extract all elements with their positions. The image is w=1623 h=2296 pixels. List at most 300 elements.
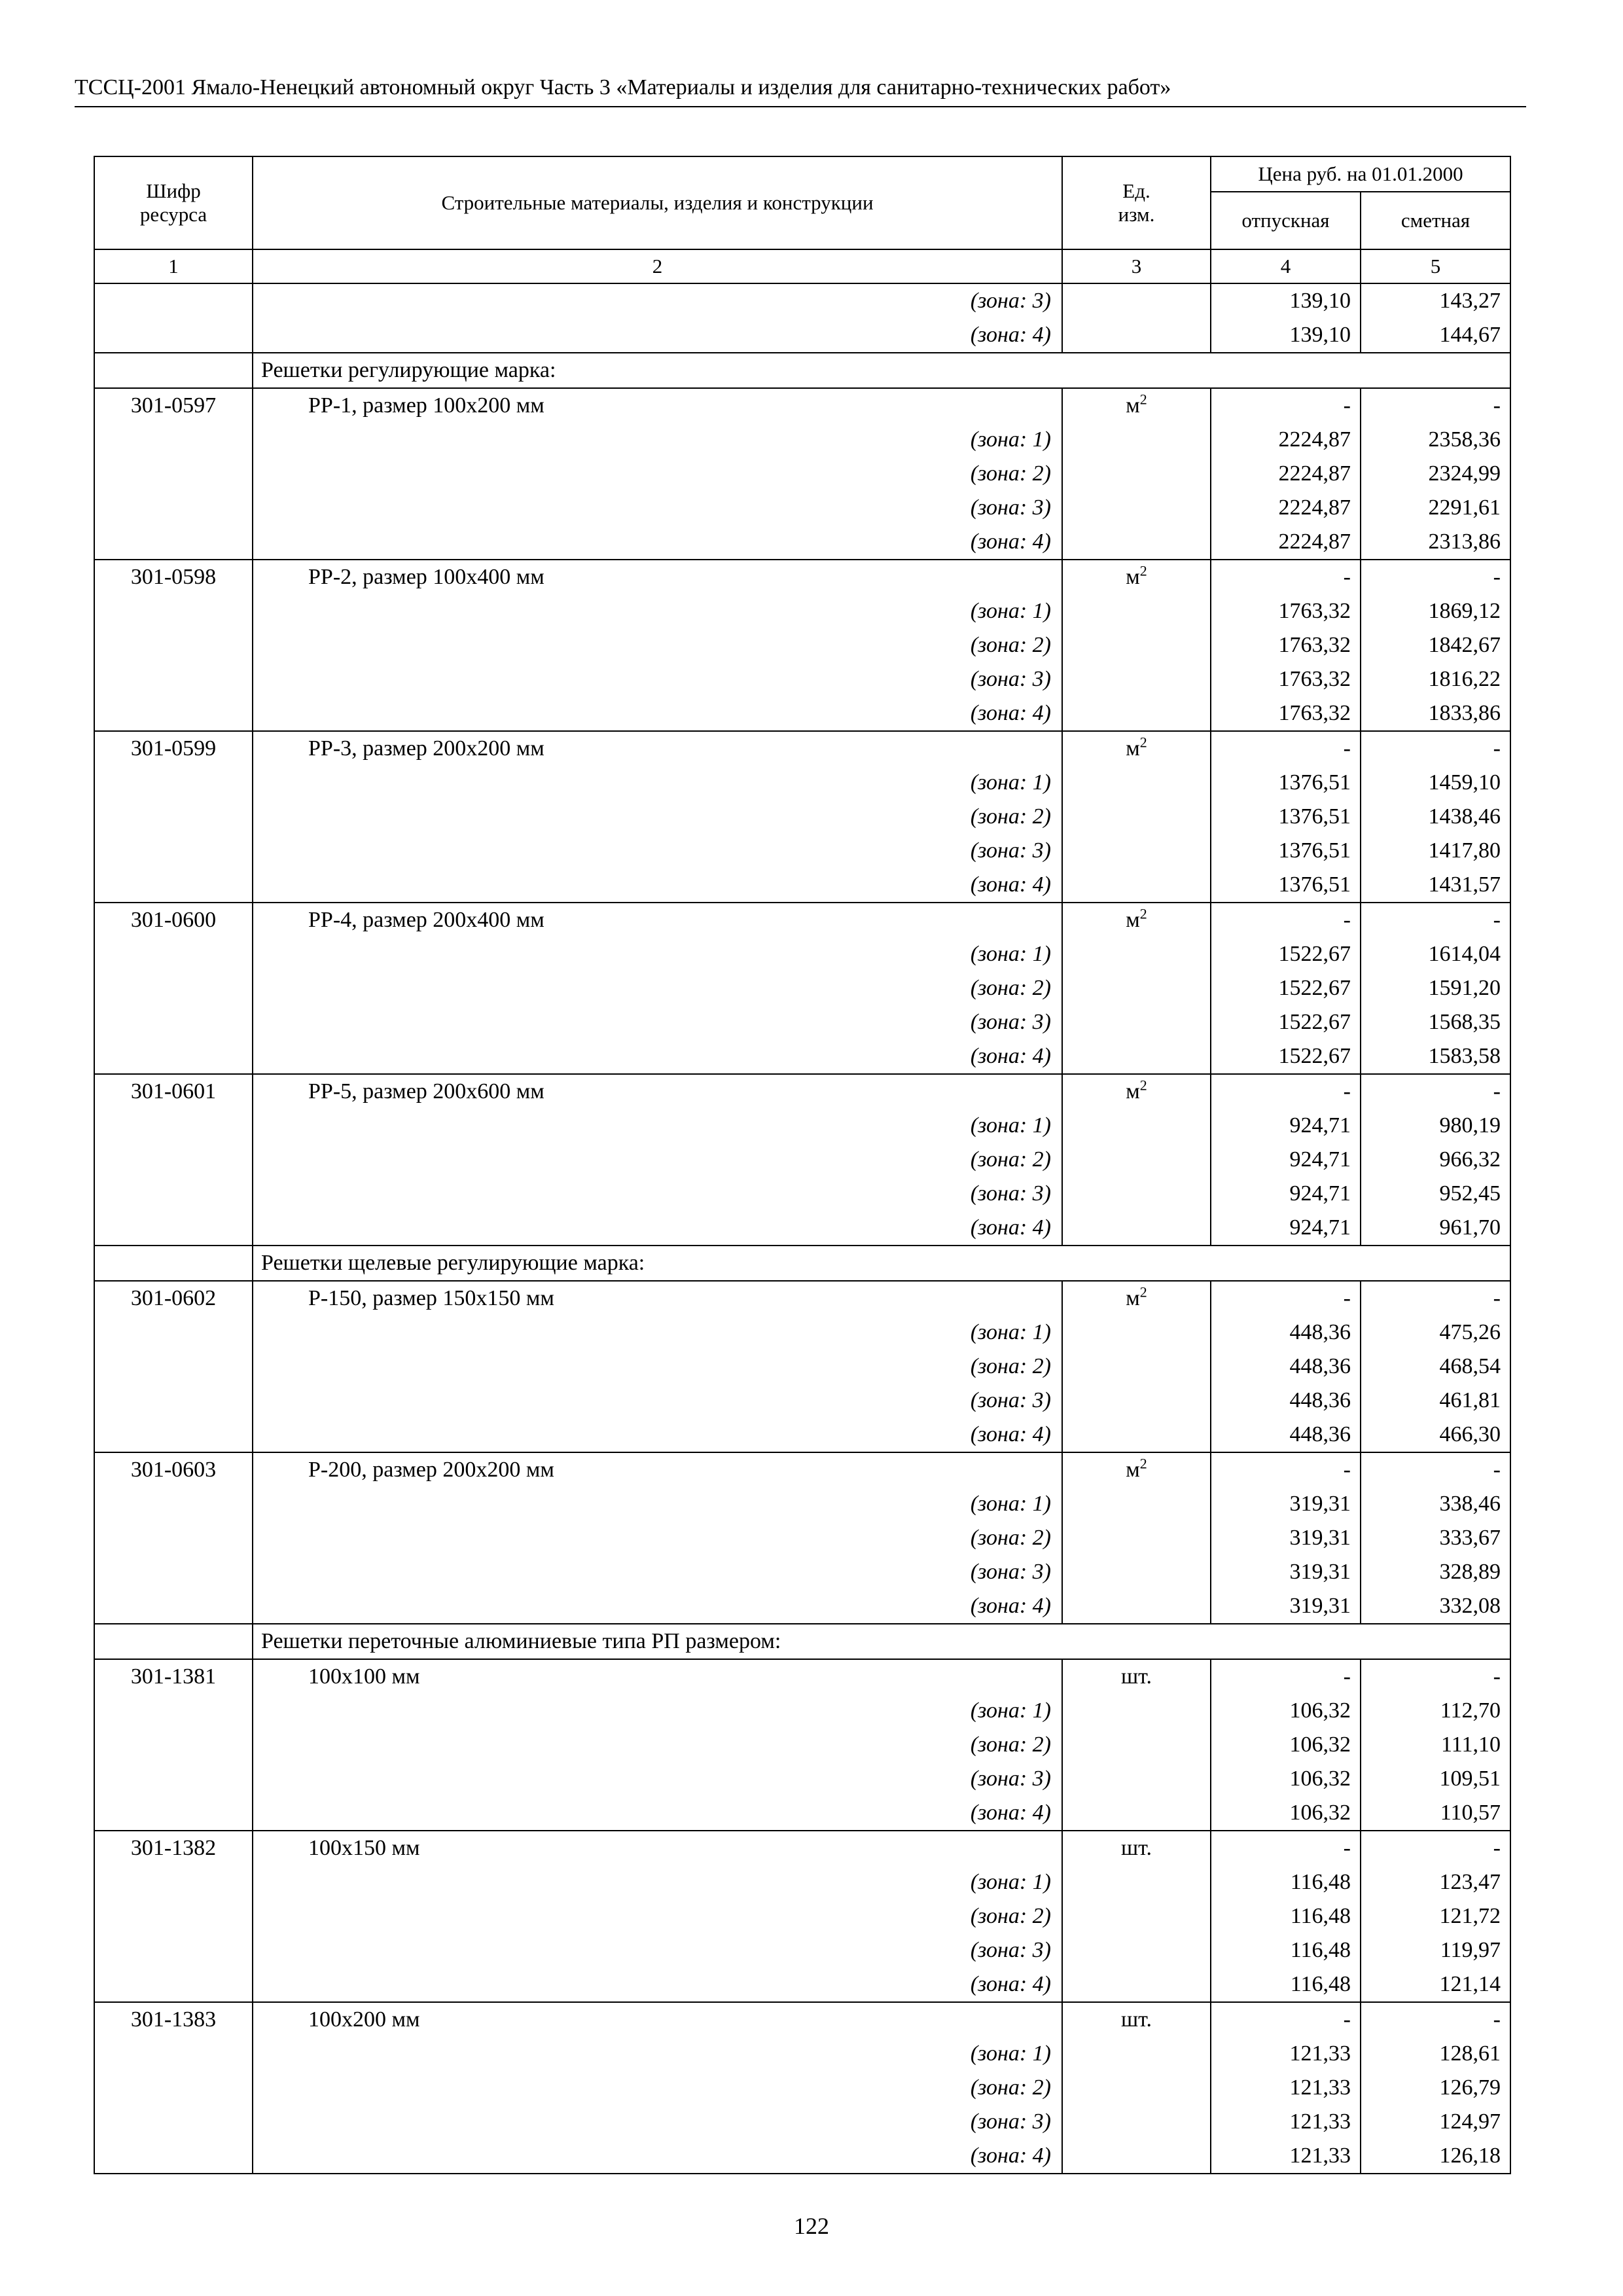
cell-unit-empty — [1062, 1384, 1211, 1418]
cell-code-empty — [94, 318, 253, 353]
zone-row — [94, 283, 1510, 318]
table-row — [94, 1831, 1510, 1865]
cell-code-empty — [94, 353, 253, 388]
cell-release-price: 106,32 — [1211, 1762, 1361, 1796]
group-title: Решетки щелевые регулирующие марка: — [253, 1246, 1510, 1281]
table-row — [94, 1281, 1510, 1316]
zone-row — [94, 1418, 1510, 1452]
cell-unit-empty — [1062, 283, 1211, 318]
cell-unit-empty — [1062, 457, 1211, 491]
cell-estimate-price: 1568,35 — [1361, 1005, 1510, 1039]
cell-release-price: 2224,87 — [1211, 525, 1361, 560]
cell-zone: (зона: 1) — [253, 766, 1062, 800]
cell-estimate-price: - — [1361, 1452, 1510, 1487]
cell-release-price: 448,36 — [1211, 1350, 1361, 1384]
cell-code: 301-0599 — [94, 731, 253, 766]
cell-release-price: 1763,32 — [1211, 594, 1361, 628]
cell-unit — [1062, 1831, 1211, 1865]
cell-unit-empty — [1062, 1796, 1211, 1831]
cell-release-price: 121,33 — [1211, 2139, 1361, 2174]
cell-estimate-price: 2358,36 — [1361, 423, 1510, 457]
cell-unit — [1062, 731, 1211, 766]
cell-estimate-price: 475,26 — [1361, 1316, 1510, 1350]
unit-superscript: 2 — [1139, 1455, 1147, 1472]
cell-unit-empty — [1062, 318, 1211, 353]
zone-row — [94, 766, 1510, 800]
cell-zone: (зона: 3) — [253, 2105, 1062, 2139]
table-body — [94, 283, 1510, 2174]
cell-code: 301-0602 — [94, 1281, 253, 1316]
cell-zone: (зона: 3) — [253, 491, 1062, 525]
cell-release-price: 1376,51 — [1211, 800, 1361, 834]
zone-row — [94, 525, 1510, 560]
cell-unit-empty — [1062, 2037, 1211, 2071]
cell-zone: (зона: 3) — [253, 1933, 1062, 1967]
cell-release-price: 106,32 — [1211, 1694, 1361, 1728]
cell-estimate-price: 1583,58 — [1361, 1039, 1510, 1074]
cell-code-empty — [94, 1899, 253, 1933]
cell-zone: (зона: 4) — [253, 1211, 1062, 1246]
cell-unit-empty — [1062, 1521, 1211, 1555]
group-title: Решетки регулирующие марка: — [253, 353, 1510, 388]
cell-zone: (зона: 4) — [253, 1967, 1062, 2002]
cell-unit — [1062, 903, 1211, 937]
col-number-2: 2 — [253, 249, 1062, 283]
zone-row — [94, 318, 1510, 353]
cell-name: РР-1, размер 100х200 мм — [253, 388, 1062, 423]
cell-code-empty — [94, 2105, 253, 2139]
cell-zone: (зона: 3) — [253, 1384, 1062, 1418]
cell-release-price: 1522,67 — [1211, 1005, 1361, 1039]
cell-code-empty — [94, 2071, 253, 2105]
zone-row — [94, 868, 1510, 903]
cell-code-empty — [94, 525, 253, 560]
cell-release-price: 1522,67 — [1211, 937, 1361, 971]
cell-release-price: 116,48 — [1211, 1933, 1361, 1967]
cell-name: 100х200 мм — [253, 2002, 1062, 2037]
cell-code: 301-0600 — [94, 903, 253, 937]
cell-unit — [1062, 1281, 1211, 1316]
cell-zone: (зона: 2) — [253, 800, 1062, 834]
cell-zone: (зона: 4) — [253, 318, 1062, 353]
cell-code-empty — [94, 1796, 253, 1831]
cell-release-price: 116,48 — [1211, 1865, 1361, 1899]
group-row — [94, 353, 1510, 388]
zone-row — [94, 491, 1510, 525]
cell-code-empty — [94, 1967, 253, 2002]
cell-zone: (зона: 2) — [253, 2071, 1062, 2105]
zone-row — [94, 1487, 1510, 1521]
cell-estimate-price: 2291,61 — [1361, 491, 1510, 525]
cell-estimate-price: 1431,57 — [1361, 868, 1510, 903]
cell-code-empty — [94, 594, 253, 628]
cell-unit-empty — [1062, 525, 1211, 560]
cell-estimate-price: - — [1361, 1281, 1510, 1316]
cell-code-empty — [94, 1589, 253, 1624]
cell-name: РР-2, размер 100х400 мм — [253, 560, 1062, 594]
table-row — [94, 1074, 1510, 1109]
cell-code-empty — [94, 1521, 253, 1555]
cell-estimate-price: 328,89 — [1361, 1555, 1510, 1589]
cell-estimate-price: 111,10 — [1361, 1728, 1510, 1762]
zone-row — [94, 971, 1510, 1005]
cell-release-price: - — [1211, 1074, 1361, 1109]
col-number-5: 5 — [1361, 249, 1510, 283]
cell-release-price: 924,71 — [1211, 1143, 1361, 1177]
cell-unit — [1062, 1452, 1211, 1487]
cell-code-empty — [94, 1694, 253, 1728]
cell-unit-empty — [1062, 423, 1211, 457]
unit-text: м — [1126, 393, 1140, 418]
cell-unit-empty — [1062, 1589, 1211, 1624]
unit-text: м — [1126, 908, 1140, 932]
zone-row — [94, 1211, 1510, 1246]
cell-code-empty — [94, 868, 253, 903]
cell-estimate-price: 468,54 — [1361, 1350, 1510, 1384]
cell-release-price: 106,32 — [1211, 1728, 1361, 1762]
zone-row — [94, 1316, 1510, 1350]
unit-superscript: 2 — [1139, 1283, 1147, 1300]
zone-row — [94, 1694, 1510, 1728]
cell-code-empty — [94, 1933, 253, 1967]
cell-zone: (зона: 2) — [253, 628, 1062, 662]
zone-row — [94, 2139, 1510, 2174]
cell-release-price: 2224,87 — [1211, 423, 1361, 457]
group-row — [94, 1624, 1510, 1659]
cell-release-price: 1376,51 — [1211, 868, 1361, 903]
cell-estimate-price: - — [1361, 1659, 1510, 1694]
cell-zone: (зона: 4) — [253, 868, 1062, 903]
cell-code-empty — [94, 1418, 253, 1452]
cell-zone: (зона: 3) — [253, 834, 1062, 868]
cell-unit — [1062, 1659, 1211, 1694]
cell-code-empty — [94, 1005, 253, 1039]
cell-release-price: 1763,32 — [1211, 628, 1361, 662]
cell-unit-empty — [1062, 937, 1211, 971]
cell-release-price: 1763,32 — [1211, 696, 1361, 731]
header-unit — [1062, 156, 1211, 249]
cell-estimate-price: - — [1361, 903, 1510, 937]
cell-name: 100х150 мм — [253, 1831, 1062, 1865]
cell-unit-empty — [1062, 2105, 1211, 2139]
cell-zone: (зона: 4) — [253, 1589, 1062, 1624]
cell-release-price: 121,33 — [1211, 2071, 1361, 2105]
cell-unit-empty — [1062, 1005, 1211, 1039]
group-row — [94, 1246, 1510, 1281]
cell-code-empty — [94, 1109, 253, 1143]
cell-estimate-price: 1869,12 — [1361, 594, 1510, 628]
unit-text: м — [1126, 736, 1140, 761]
table-row — [94, 1659, 1510, 1694]
cell-unit-empty — [1062, 2071, 1211, 2105]
cell-estimate-price: 109,51 — [1361, 1762, 1510, 1796]
cell-release-price: 1522,67 — [1211, 971, 1361, 1005]
cell-code-empty — [94, 1246, 253, 1281]
cell-estimate-price: 1614,04 — [1361, 937, 1510, 971]
zone-row — [94, 423, 1510, 457]
cell-release-price: 448,36 — [1211, 1384, 1361, 1418]
cell-unit-empty — [1062, 1933, 1211, 1967]
cell-estimate-price: 461,81 — [1361, 1384, 1510, 1418]
table-row — [94, 560, 1510, 594]
header-release: отпускная — [1211, 192, 1361, 249]
cell-code-empty — [94, 1316, 253, 1350]
zone-row — [94, 1039, 1510, 1074]
unit-text: м — [1126, 565, 1140, 589]
cell-zone: (зона: 4) — [253, 525, 1062, 560]
cell-estimate-price: 121,14 — [1361, 1967, 1510, 2002]
unit-text: м — [1126, 1458, 1140, 1482]
unit-text: м — [1126, 1079, 1140, 1103]
cell-release-price: 121,33 — [1211, 2037, 1361, 2071]
cell-zone: (зона: 1) — [253, 423, 1062, 457]
cell-release-price: 106,32 — [1211, 1796, 1361, 1831]
cell-zone: (зона: 3) — [253, 1005, 1062, 1039]
cell-name: 100х100 мм — [253, 1659, 1062, 1694]
cell-zone: (зона: 1) — [253, 2037, 1062, 2071]
cell-unit-empty — [1062, 800, 1211, 834]
cell-estimate-price: - — [1361, 731, 1510, 766]
cell-release-price: - — [1211, 1281, 1361, 1316]
zone-row — [94, 696, 1510, 731]
cell-estimate-price: 121,72 — [1361, 1899, 1510, 1933]
zone-row — [94, 2071, 1510, 2105]
cell-unit-empty — [1062, 1487, 1211, 1521]
cell-release-price: 319,31 — [1211, 1487, 1361, 1521]
cell-name: РР-4, размер 200х400 мм — [253, 903, 1062, 937]
unit-text: шт. — [1121, 2007, 1152, 2032]
cell-estimate-price: 123,47 — [1361, 1865, 1510, 1899]
cell-estimate-price: 1816,22 — [1361, 662, 1510, 696]
col-number-1: 1 — [94, 249, 253, 283]
cell-name: Р-150, размер 150х150 мм — [253, 1281, 1062, 1316]
cell-zone: (зона: 1) — [253, 1865, 1062, 1899]
cell-code-empty — [94, 2037, 253, 2071]
zone-row — [94, 1177, 1510, 1211]
cell-estimate-price: 333,67 — [1361, 1521, 1510, 1555]
cell-estimate-price: 1438,46 — [1361, 800, 1510, 834]
cell-estimate-price: 952,45 — [1361, 1177, 1510, 1211]
zone-row — [94, 1762, 1510, 1796]
cell-name: РР-5, размер 200х600 мм — [253, 1074, 1062, 1109]
cell-release-price: 121,33 — [1211, 2105, 1361, 2139]
cell-release-price: 448,36 — [1211, 1418, 1361, 1452]
header-code — [94, 156, 253, 249]
cell-zone: (зона: 1) — [253, 1694, 1062, 1728]
cell-code: 301-0598 — [94, 560, 253, 594]
zone-row — [94, 1967, 1510, 2002]
cell-zone: (зона: 4) — [253, 2139, 1062, 2174]
cell-unit — [1062, 1074, 1211, 1109]
cell-zone: (зона: 1) — [253, 1316, 1062, 1350]
zone-row — [94, 1555, 1510, 1589]
cell-unit-empty — [1062, 662, 1211, 696]
cell-release-price: 1763,32 — [1211, 662, 1361, 696]
header-rule — [75, 106, 1526, 107]
cell-estimate-price: 338,46 — [1361, 1487, 1510, 1521]
cell-code-empty — [94, 491, 253, 525]
unit-superscript: 2 — [1139, 905, 1147, 922]
cell-estimate-price: 143,27 — [1361, 283, 1510, 318]
cell-zone: (зона: 2) — [253, 457, 1062, 491]
cell-code: 301-1383 — [94, 2002, 253, 2037]
cell-release-price: - — [1211, 903, 1361, 937]
zone-row — [94, 1384, 1510, 1418]
cell-unit — [1062, 2002, 1211, 2037]
cell-estimate-price: - — [1361, 388, 1510, 423]
cell-code-empty — [94, 1762, 253, 1796]
cell-release-price: 2224,87 — [1211, 491, 1361, 525]
cell-unit-empty — [1062, 1865, 1211, 1899]
cell-zone: (зона: 4) — [253, 696, 1062, 731]
cell-code: 301-0603 — [94, 1452, 253, 1487]
cell-unit-empty — [1062, 1039, 1211, 1074]
cell-estimate-price: 961,70 — [1361, 1211, 1510, 1246]
cell-estimate-price: 119,97 — [1361, 1933, 1510, 1967]
zone-row — [94, 1865, 1510, 1899]
header-name: Строительные материалы, изделия и конструкции — [253, 156, 1062, 249]
cell-estimate-price: 1842,67 — [1361, 628, 1510, 662]
cell-code-empty — [94, 834, 253, 868]
cell-estimate-price: 2324,99 — [1361, 457, 1510, 491]
cell-code-empty — [94, 971, 253, 1005]
cell-zone: (зона: 1) — [253, 1109, 1062, 1143]
cell-unit-empty — [1062, 2139, 1211, 2174]
col-number-4: 4 — [1211, 249, 1361, 283]
table-row — [94, 903, 1510, 937]
cell-name: РР-3, размер 200х200 мм — [253, 731, 1062, 766]
cell-unit-empty — [1062, 1418, 1211, 1452]
cell-code-empty — [94, 457, 253, 491]
cell-unit-empty — [1062, 1109, 1211, 1143]
zone-row — [94, 594, 1510, 628]
cell-code-empty — [94, 800, 253, 834]
cell-code-empty — [94, 1487, 253, 1521]
cell-estimate-price: 1833,86 — [1361, 696, 1510, 731]
zone-row — [94, 1143, 1510, 1177]
cell-estimate-price: 124,97 — [1361, 2105, 1510, 2139]
cell-estimate-price: - — [1361, 560, 1510, 594]
cell-unit-empty — [1062, 491, 1211, 525]
zone-row — [94, 2037, 1510, 2071]
cell-unit — [1062, 388, 1211, 423]
header-code-label: Шифр ресурса — [139, 179, 207, 226]
cell-unit-empty — [1062, 1350, 1211, 1384]
zone-row — [94, 662, 1510, 696]
cell-zone: (зона: 3) — [253, 1762, 1062, 1796]
cell-code-empty — [94, 1728, 253, 1762]
cell-code-empty — [94, 1211, 253, 1246]
cell-release-price: 319,31 — [1211, 1521, 1361, 1555]
cell-release-price: 1376,51 — [1211, 834, 1361, 868]
cell-release-price: 139,10 — [1211, 318, 1361, 353]
cell-estimate-price: 144,67 — [1361, 318, 1510, 353]
cell-code: 301-1382 — [94, 1831, 253, 1865]
cell-code-empty — [94, 1350, 253, 1384]
zone-row — [94, 1796, 1510, 1831]
table-header — [94, 156, 1510, 283]
cell-release-price: 2224,87 — [1211, 457, 1361, 491]
zone-row — [94, 834, 1510, 868]
cell-release-price: - — [1211, 1831, 1361, 1865]
cell-release-price: 319,31 — [1211, 1589, 1361, 1624]
cell-zone: (зона: 3) — [253, 1555, 1062, 1589]
cell-zone: (зона: 1) — [253, 1487, 1062, 1521]
cell-estimate-price: 110,57 — [1361, 1796, 1510, 1831]
cell-unit-empty — [1062, 1762, 1211, 1796]
cell-estimate-price: 466,30 — [1361, 1418, 1510, 1452]
cell-unit-empty — [1062, 628, 1211, 662]
cell-unit-empty — [1062, 1694, 1211, 1728]
cell-zone: (зона: 3) — [253, 662, 1062, 696]
page-header-title: ТССЦ-2001 Ямало-Ненецкий автономный округ Часть 3 «Материалы и изделия для санитарно-технических работ» — [75, 75, 1171, 99]
cell-zone: (зона: 2) — [253, 971, 1062, 1005]
cell-estimate-price: 1417,80 — [1361, 834, 1510, 868]
cell-zone: (зона: 4) — [253, 1418, 1062, 1452]
cell-zone: (зона: 1) — [253, 594, 1062, 628]
cell-code-empty — [94, 937, 253, 971]
cell-code-empty — [94, 1865, 253, 1899]
cell-release-price: 139,10 — [1211, 283, 1361, 318]
cell-unit-empty — [1062, 1728, 1211, 1762]
cell-unit-empty — [1062, 594, 1211, 628]
cell-unit-empty — [1062, 1177, 1211, 1211]
cell-estimate-price: 1591,20 — [1361, 971, 1510, 1005]
cell-release-price: 1376,51 — [1211, 766, 1361, 800]
header-unit-label: Ед. изм. — [1118, 179, 1155, 226]
zone-row — [94, 1005, 1510, 1039]
cell-unit-empty — [1062, 1555, 1211, 1589]
unit-text: шт. — [1121, 1664, 1152, 1689]
cell-estimate-price: 980,19 — [1361, 1109, 1510, 1143]
cell-unit-empty — [1062, 1967, 1211, 2002]
cell-zone: (зона: 2) — [253, 1728, 1062, 1762]
cell-estimate-price: 112,70 — [1361, 1694, 1510, 1728]
cell-unit-empty — [1062, 834, 1211, 868]
cell-code-empty — [94, 662, 253, 696]
cell-unit-empty — [1062, 1211, 1211, 1246]
cell-estimate-price: 332,08 — [1361, 1589, 1510, 1624]
zone-row — [94, 800, 1510, 834]
cell-estimate-price: - — [1361, 1074, 1510, 1109]
header-estimate: сметная — [1361, 192, 1510, 249]
cell-release-price: 924,71 — [1211, 1211, 1361, 1246]
cell-code: 301-0601 — [94, 1074, 253, 1109]
zone-row — [94, 1589, 1510, 1624]
cell-unit-empty — [1062, 766, 1211, 800]
cell-release-price: 924,71 — [1211, 1177, 1361, 1211]
cell-unit-empty — [1062, 1899, 1211, 1933]
cell-code-empty — [94, 1039, 253, 1074]
cell-zone: (зона: 2) — [253, 1521, 1062, 1555]
cell-zone: (зона: 4) — [253, 1039, 1062, 1074]
unit-superscript: 2 — [1139, 1077, 1147, 1094]
price-table — [94, 156, 1511, 2174]
unit-text: шт. — [1121, 1836, 1152, 1860]
cell-estimate-price: 2313,86 — [1361, 525, 1510, 560]
unit-superscript: 2 — [1139, 391, 1147, 408]
cell-code-empty — [94, 283, 253, 318]
cell-estimate-price: 126,79 — [1361, 2071, 1510, 2105]
unit-text: м — [1126, 1286, 1140, 1310]
zone-row — [94, 1350, 1510, 1384]
cell-release-price: 448,36 — [1211, 1316, 1361, 1350]
cell-release-price: - — [1211, 388, 1361, 423]
zone-row — [94, 1933, 1510, 1967]
cell-unit-empty — [1062, 1316, 1211, 1350]
cell-code-empty — [94, 1624, 253, 1659]
cell-code-empty — [94, 2139, 253, 2174]
